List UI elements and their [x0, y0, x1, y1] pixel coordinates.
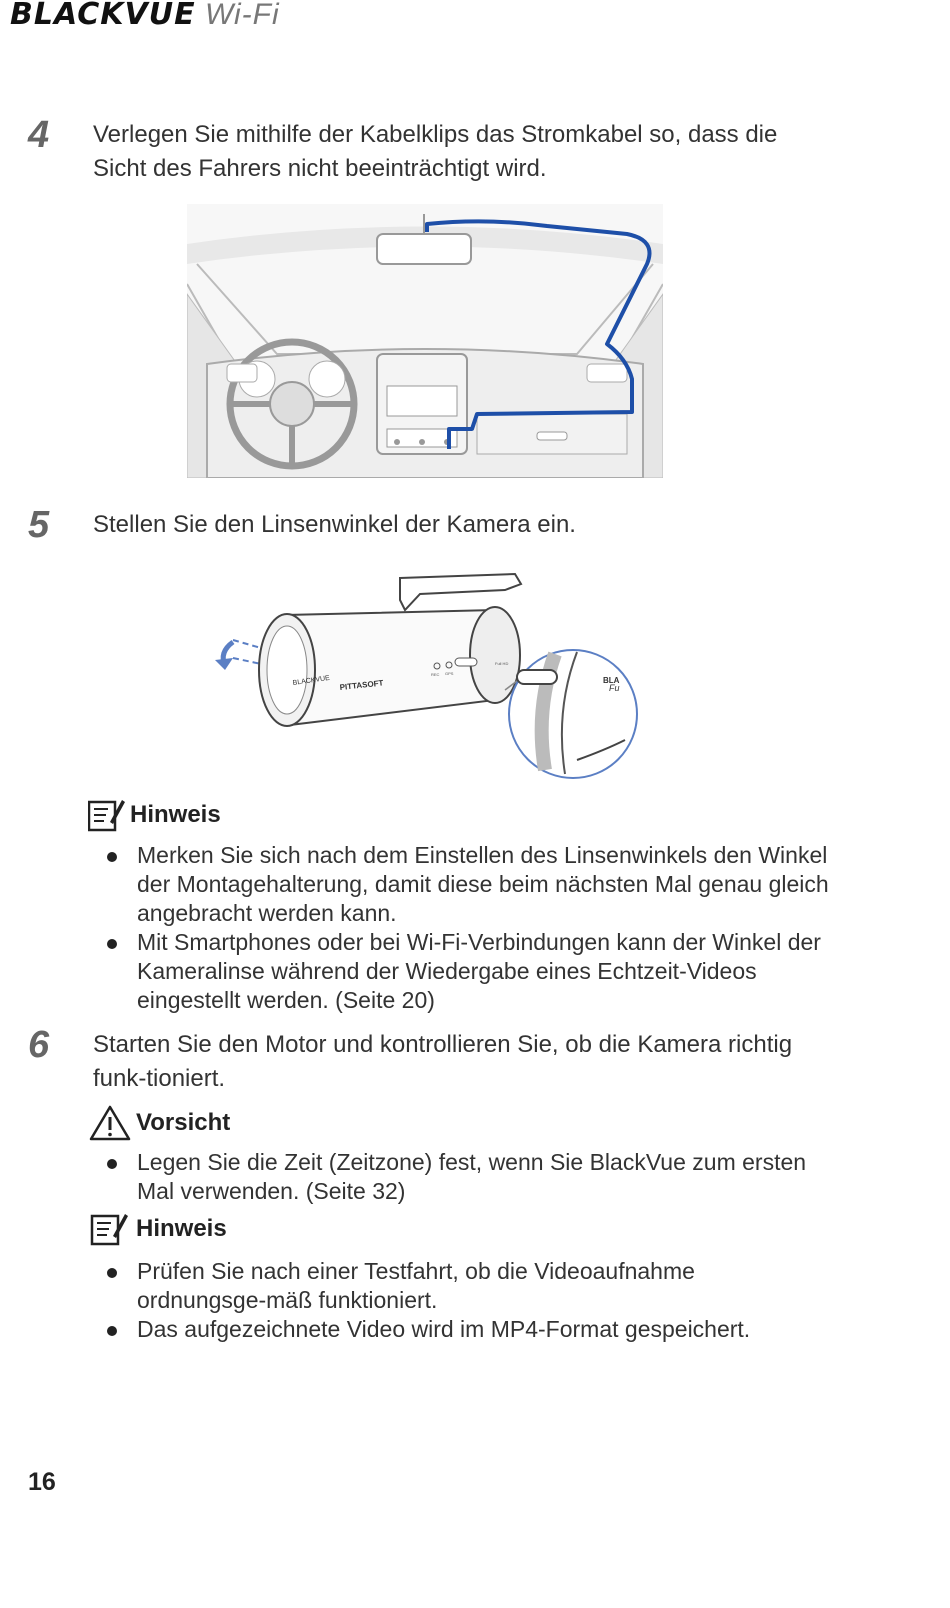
camera-hd-label: Full HD	[495, 661, 509, 666]
camera-lens-angle-illustration	[205, 570, 645, 780]
step-text: Stellen Sie den Linsenwinkel der Kamera ein.	[93, 511, 576, 538]
step-text: Verlegen Sie mithilfe der Kabelklips das Stromkabel so, dass die Sicht des Fahrers nicht beeinträchtigt wird.	[93, 121, 778, 182]
step-text: Starten Sie den Motor und kontrollieren Sie, ob die Kamera richtig funk-tioniert.	[93, 1031, 793, 1092]
list-item: Merken Sie sich nach dem Einstellen des Linsenwinkels den Winkel der Montagehalterung, damit diese beim nächsten Mal genau gleich angebracht werden kann.	[105, 841, 830, 928]
list-item: Prüfen Sie nach einer Testfahrt, ob die Videoaufnahme ordnungsge-mäß funktioniert.	[105, 1257, 830, 1315]
camera-gps-label: GPS	[445, 671, 454, 676]
zoom-text-label: Fu	[609, 683, 620, 693]
brand-logo: BLACKVUE	[10, 0, 196, 32]
note-list	[105, 1257, 830, 1344]
car-interior-illustration	[187, 204, 663, 478]
camera-brand-label: BLACKVUE	[292, 674, 331, 687]
brand-header	[10, 0, 280, 30]
step-number: 4	[28, 114, 50, 156]
caution-title: Vorsicht	[136, 1109, 231, 1136]
caution-list	[105, 1148, 830, 1206]
list-item: Das aufgezeichnete Video wird im MP4-Format gespeichert.	[105, 1315, 830, 1344]
note-title: Hinweis	[130, 801, 221, 828]
caution-heading	[88, 1104, 230, 1142]
note-heading	[88, 796, 221, 834]
note-pencil-icon	[88, 1212, 132, 1246]
step-number: 6	[28, 1024, 50, 1066]
list-item: Legen Sie die Zeit (Zeitzone) fest, wenn Sie BlackVue zum ersten Mal verwenden. (Seite 32)	[105, 1148, 830, 1206]
note-heading	[88, 1210, 227, 1248]
step-number: 5	[28, 504, 50, 546]
brand-suffix: Wi-Fi	[204, 0, 280, 31]
list-item: Mit Smartphones oder bei Wi-Fi-Verbindungen kann der Winkel der Kameralinse während der Wiedergabe eines Echtzeit-Videos eingestellt werden. (Seite 20)	[105, 928, 830, 1015]
note-title: Hinweis	[136, 1215, 227, 1242]
page-number: 16	[28, 1468, 56, 1496]
zoom-brand-label: BLA	[603, 676, 620, 685]
note-pencil-icon	[88, 798, 126, 832]
warning-triangle-icon	[88, 1104, 132, 1142]
note-list	[105, 841, 830, 1015]
camera-maker-label: PITTASOFT	[339, 678, 384, 692]
camera-rec-label: REC	[431, 672, 440, 677]
